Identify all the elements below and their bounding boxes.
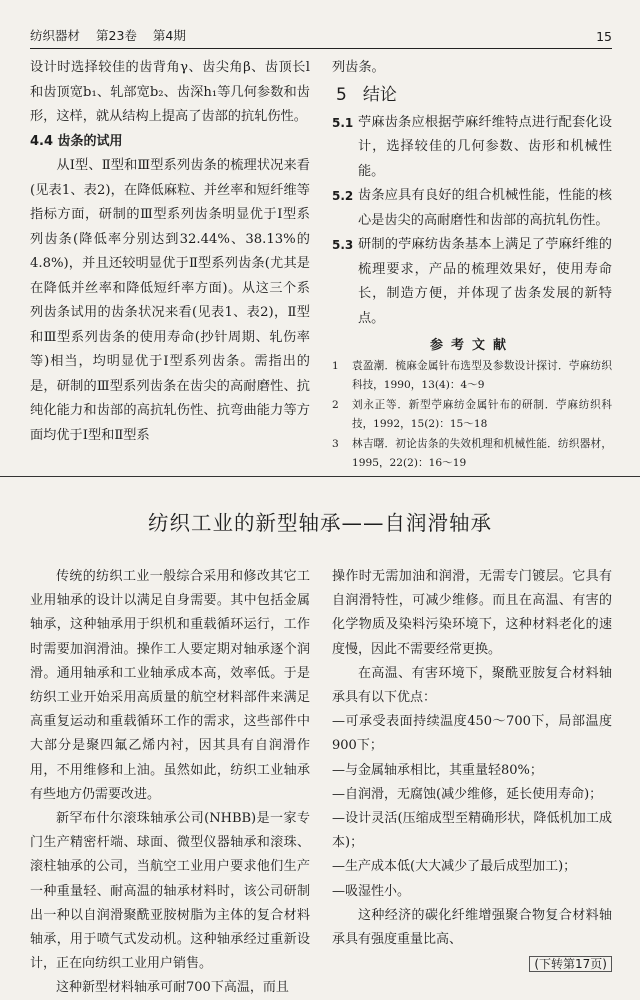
upper-left-column xyxy=(30,56,310,468)
conclusion-number: 5.3 xyxy=(332,238,354,252)
volume-number: 第23卷 xyxy=(96,28,137,43)
references-heading: 参考文献 xyxy=(429,338,514,353)
section-divider xyxy=(0,476,640,477)
paragraph: 列齿条。 xyxy=(332,60,385,75)
bullet-item: —吸湿性小。 xyxy=(332,883,411,899)
paragraph: 这种经济的碳化纤维增强聚合物复合材料轴承具有强度重量比高、 xyxy=(332,907,612,948)
paragraph: 新罕布什尔滚珠轴承公司(NHBB)是一家专门生产精密杆端、球面、微型仪器轴承和滚珠、滚柱轴承的公司，当航空工业用户要求他们生产一种重量轻、耐高温的轴承材料时，该公司研制出一种以自润滑聚酰亚胺树脂为主体的复合材料轴承，用于喷气式发动机。这种轴承经过重新设计，正在向纺织工业用户销售。 xyxy=(30,811,310,972)
reference-item xyxy=(332,435,612,468)
subsection-heading: 4.4 齿条的试用 xyxy=(30,133,123,149)
paragraph: 设计时选择较佳的齿背角γ、齿尖角β、齿顶长l和齿顶宽b₁、轧部宽b₂、齿深h₁等几何参数和齿形，这样，就从结构上提高了齿部的抗轧伤性。 xyxy=(30,60,310,124)
lower-article-section xyxy=(30,565,612,995)
reference-item xyxy=(332,357,612,394)
paragraph: 这种新型材料轴承可耐700下高温，而且 xyxy=(56,980,289,995)
conclusion-item xyxy=(332,111,612,185)
reference-item xyxy=(332,396,612,433)
section-heading xyxy=(336,83,612,107)
reference-text: 林吉曙．初论齿条的失效机理和机械性能．纺织器材，1995，22(2)：16～19 xyxy=(352,438,612,468)
conclusion-item xyxy=(332,184,612,233)
article-title: 纺织工业的新型轴承——自润滑轴承 xyxy=(148,511,492,535)
journal-name: 纺织器材 xyxy=(30,28,81,43)
reference-number: 3 xyxy=(332,438,339,450)
paragraph: 从Ⅰ型、Ⅱ型和Ⅲ型系列齿条的梳理状况来看(见表1、表2)，在降低麻粒、并丝率和短纤维等指标方面，研制的Ⅲ型系列齿条明显优于Ⅰ型系列齿条(降低率分别达到32.44%、38.13%的4.8%)，并且还较明显优于Ⅱ型系列齿条(尤其是在降低并丝率和降低短纤率方面)。从这三个系列齿条试用的齿条状况来看(见表1、表2)，Ⅱ型和Ⅲ型系列齿条的使用寿命(抄针周期、轧伤率等)相当，均明显优于Ⅰ型系列齿条。需指出的是，研制的Ⅲ型系列齿条在齿尖的高耐磨性、抗纯化能力和齿部的高抗轧伤性、抗弯曲能力等方面均优于Ⅰ型和Ⅱ型系 xyxy=(30,158,310,443)
conclusion-number: 5.1 xyxy=(332,115,354,130)
upper-article-section xyxy=(30,56,612,468)
lower-right-column xyxy=(332,565,612,995)
conclusion-text: 研制的苧麻纺齿条基本上满足了苧麻纤维的梳理要求，产品的梳理效果好，使用寿命长，制造方便，并体现了齿条发展的新特点。 xyxy=(358,237,612,326)
reference-text: 刘永正等．新型苧麻纺金属针布的研制．苧麻纺织科技，1992，15(2)：15～18 xyxy=(352,399,612,430)
bullet-item: —设计灵活(压缩成型至精确形状，降低机加工成本)； xyxy=(332,811,612,851)
section-title: 结论 xyxy=(362,84,397,105)
bullet-item: —可承受表面持续温度450～700下，局部温度900下； xyxy=(332,714,612,754)
section-number: 5 xyxy=(336,84,347,105)
paragraph: 传统的纺织工业一般综合采用和修改其它工业用轴承的设计以满足自身需要。其中包括金属轴承，这种轴承用于织机和重载循环运行，工作时需要加润滑油。操作工人要定期对轴承逐个润滑。通用轴承和工业轴承成本高，效率低。于是纺织工业开始采用高质量的航空材料部件来满足高重复运动和重载循环工作的需求，这些部件中大部分是聚四氟乙烯内衬，因其具有自润滑作用，不用维修和上油。虽然如此，纺织工业轴承有些地方仍需要改进。 xyxy=(30,569,310,802)
reference-number: 2 xyxy=(332,399,339,411)
conclusion-text: 齿条应具有良好的组合机械性能，性能的核心是齿尖的高耐磨性和齿部的高抗轧伤性。 xyxy=(358,188,612,228)
conclusion-number: 5.2 xyxy=(332,189,354,203)
bullet-item: —自润滑，无腐蚀(减少维修，延长使用寿命)； xyxy=(332,786,603,802)
page-number: 15 xyxy=(596,29,612,44)
reference-text: 袁盈潮．梳麻金属针布选型及参数设计探讨．苧麻纺织科技，1990，13(4)：4～9 xyxy=(352,360,612,391)
conclusion-item xyxy=(332,233,612,331)
reference-number: 1 xyxy=(332,360,339,372)
running-header xyxy=(30,14,612,49)
upper-right-column xyxy=(332,56,612,468)
conclusion-text: 苧麻齿条应根据苧麻纤维特点进行配套化设计，选择较佳的几何参数、齿形和机械性能。 xyxy=(358,114,612,179)
paragraph: 在高温、有害环境下，聚酰亚胺复合材料轴承具有以下优点： xyxy=(332,665,612,706)
header-left xyxy=(30,26,198,44)
bullet-item: —生产成本低(大大减少了最后成型加工)； xyxy=(332,859,577,875)
continued-note xyxy=(332,952,612,976)
lower-left-column xyxy=(30,565,310,995)
paragraph: 操作时无需加油和润滑，无需专门镀层。它具有自润滑特性，可减少维修。而且在高温、有害的化学物质及染料污染环境下，这种材料老化的速度慢，因此不需要经常更换。 xyxy=(332,569,612,657)
continued-label: (下转第17页) xyxy=(529,956,612,972)
bullet-item: —与金属轴承相比，其重量轻80%； xyxy=(332,762,543,778)
issue-number: 第4期 xyxy=(152,28,186,43)
